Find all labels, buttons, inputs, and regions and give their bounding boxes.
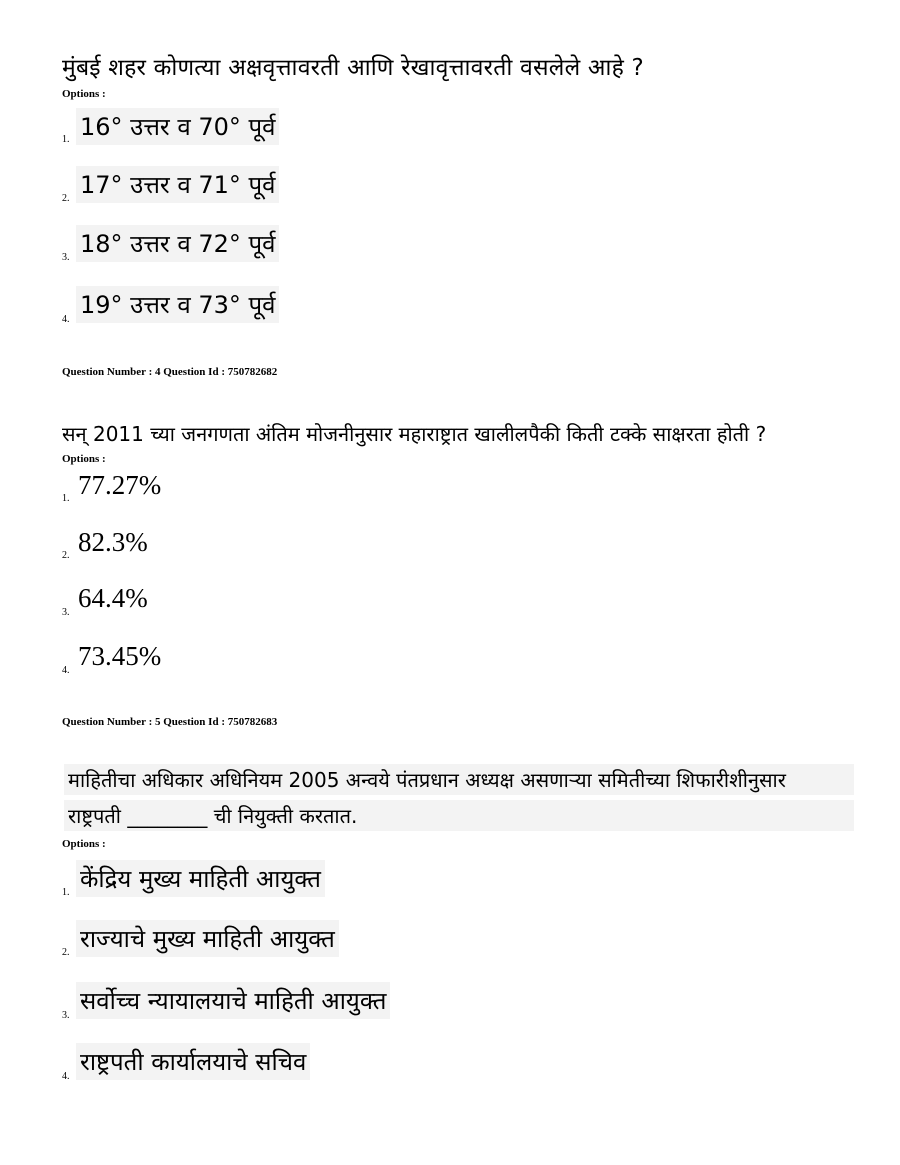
q3-option-2: 17° उत्तर व 71° पूर्व xyxy=(76,166,279,203)
q5-option-2-number: 2. xyxy=(62,947,70,958)
q5-option-4-number: 4. xyxy=(62,1071,70,1082)
q5-option-4: राष्ट्रपती कार्यालयाचे सचिव xyxy=(76,1043,310,1080)
q5-option-2: राज्याचे मुख्य माहिती आयुक्त xyxy=(76,920,339,957)
q3-option-1: 16° उत्तर व 70° पूर्व xyxy=(76,108,279,145)
q3-option-1-number: 1. xyxy=(62,134,70,145)
question-3-options-label: Options : xyxy=(62,88,106,100)
q5-option-3: सर्वोच्च न्यायालयाचे माहिती आयुक्त xyxy=(76,982,390,1019)
question-5-options-label: Options : xyxy=(62,838,106,850)
q3-option-3-number: 3. xyxy=(62,252,70,263)
q4-option-2: 82.3% xyxy=(78,527,148,557)
question-4-text: सन् 2011 च्या जनगणता अंतिम मोजनीनुसार महाराष्ट्रात खालीलपैकी किती टक्के साक्षरता होती ? xyxy=(62,422,767,446)
q3-option-4-number: 4. xyxy=(62,314,70,325)
q5-option-1-number: 1. xyxy=(62,887,70,898)
q4-option-1: 77.27% xyxy=(78,470,162,500)
q5-option-3-number: 3. xyxy=(62,1010,70,1021)
question-4-options-label: Options : xyxy=(62,453,106,465)
q4-option-4-number: 4. xyxy=(62,665,70,676)
question-5-meta: Question Number : 5 Question Id : 750782683 xyxy=(62,716,278,728)
question-5-text-line-2: राष्ट्रपती ________ ची नियुक्ती करतात. xyxy=(64,800,854,831)
q5-option-1: केंद्रिय मुख्य माहिती आयुक्त xyxy=(76,860,325,897)
q3-option-3: 18° उत्तर व 72° पूर्व xyxy=(76,225,279,262)
q4-option-3-number: 3. xyxy=(62,607,70,618)
q3-option-2-number: 2. xyxy=(62,193,70,204)
q4-option-4: 73.45% xyxy=(78,641,162,671)
q4-option-2-number: 2. xyxy=(62,550,70,561)
question-4-meta: Question Number : 4 Question Id : 750782682 xyxy=(62,366,278,378)
question-3-text: मुंबई शहर कोणत्या अक्षवृत्तावरती आणि रेखावृत्तावरती वसलेले आहे ? xyxy=(62,55,644,81)
question-5-text-line-1: माहितीचा अधिकार अधिनियम 2005 अन्वये पंतप्रधान अध्यक्ष असणाऱ्या समितीच्या शिफारीशीनुसार xyxy=(64,764,854,795)
q4-option-1-number: 1. xyxy=(62,493,70,504)
q4-option-3: 64.4% xyxy=(78,583,148,613)
q3-option-4: 19° उत्तर व 73° पूर्व xyxy=(76,286,279,323)
